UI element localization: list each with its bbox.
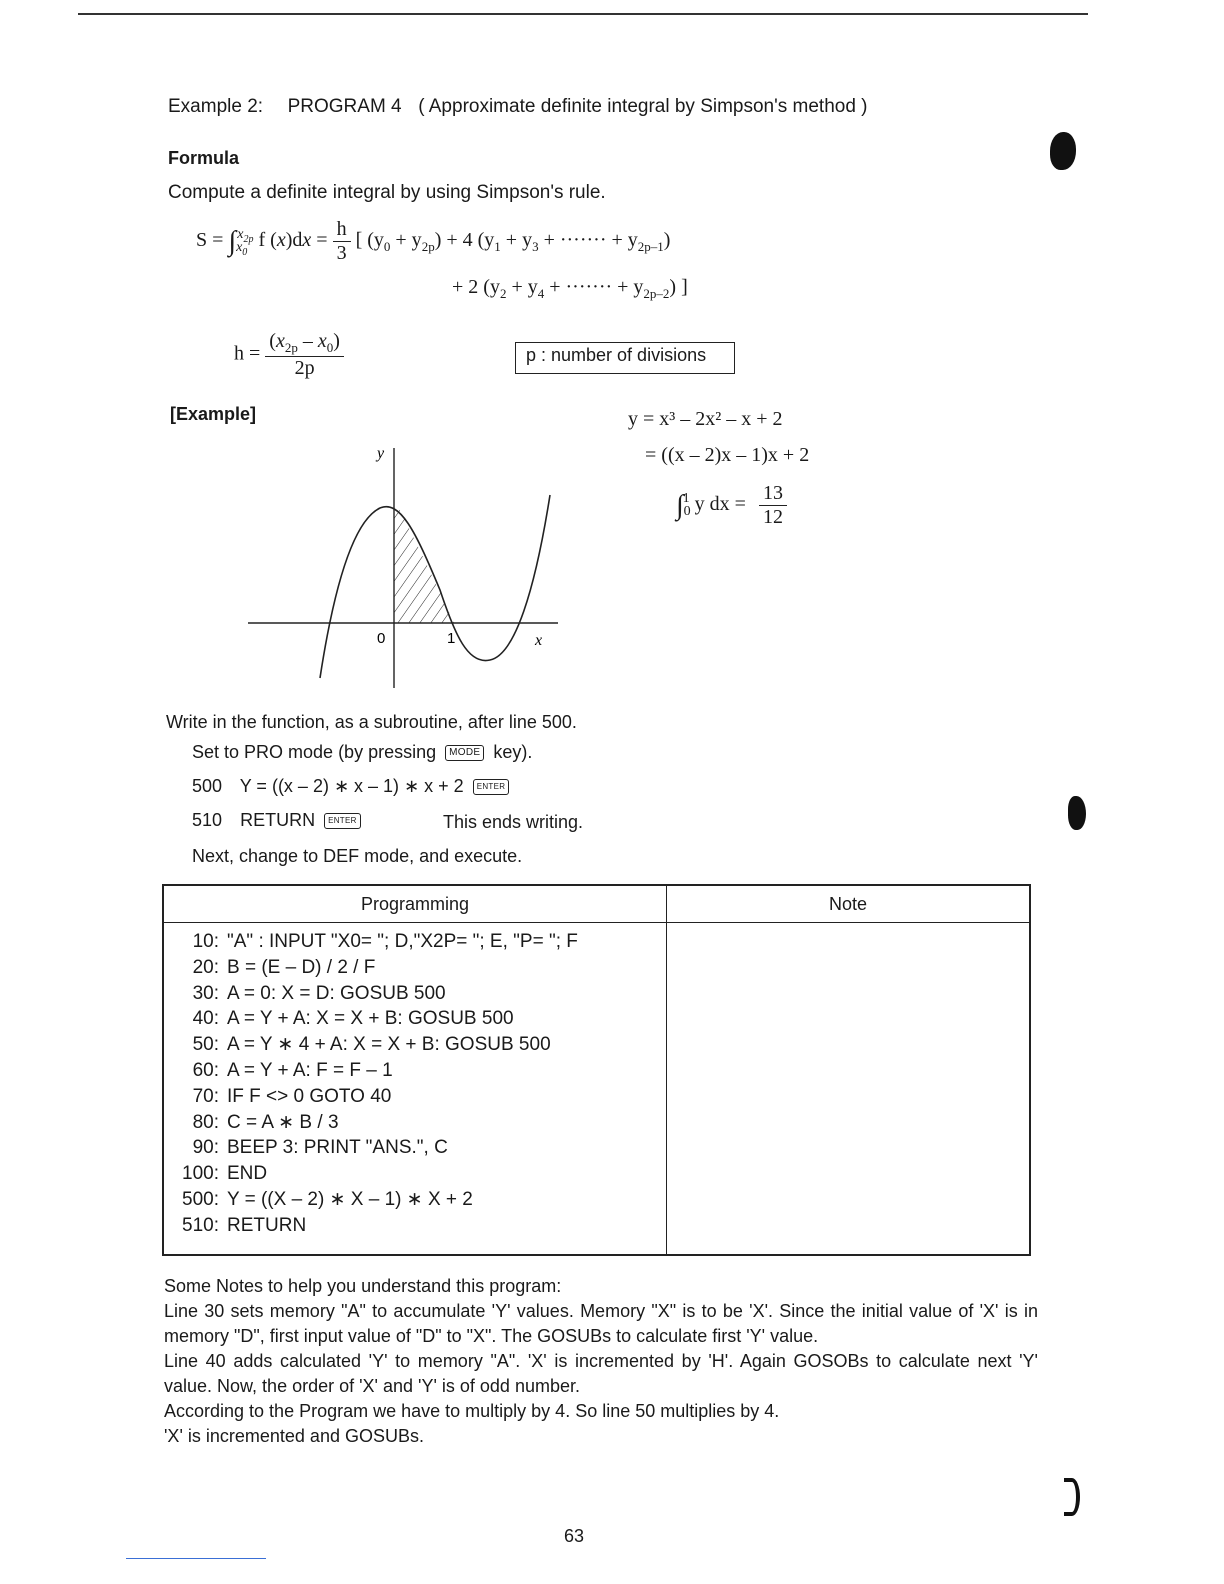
simpson-formula-line2: + 2 ($y_2 + y_4$ + ······· + $y_{2p-2}$) ]: [452, 276, 688, 301]
instruction-line-2-pre: Set to PRO mode (by pressing: [192, 742, 437, 762]
enter-key-icon: ENTER: [473, 779, 510, 795]
instruction-line-2: [192, 742, 532, 764]
bottom-rule: [126, 1558, 266, 1559]
integral-numerator: 13: [759, 482, 787, 506]
program-line: 500: Y = ((X – 2) ∗ X – 1) ∗ X + 2: [182, 1188, 473, 1210]
h-formula: h = $\frac{(x_{2p} - x_0)}{2p}$: [234, 330, 344, 380]
notes-paragraph-2: Line 40 adds calculated 'Y' to memory "A". 'X' is incremented by 'H'. Again GOSOBs to calculate next 'Y' value. Now, the order of 'X' and 'Y' is of odd number.: [164, 1351, 1038, 1396]
origin-label: 0: [377, 630, 386, 647]
instruction-line-5: Next, change to DEF mode, and execute.: [192, 846, 523, 866]
program-line: 80: C = A ∗ B / 3: [192, 1111, 339, 1133]
program-line: 510: RETURN: [182, 1214, 307, 1236]
example-section-label: [Example]: [170, 404, 257, 424]
instruction-line-4: [192, 810, 365, 832]
enter-key-icon: ENTER: [324, 813, 361, 829]
program-line: 90: BEEP 3: PRINT "ANS.", C: [192, 1137, 448, 1159]
notes-intro: Some Notes to help you understand this program:: [164, 1276, 562, 1296]
line-510-note: This ends writing.: [443, 812, 584, 832]
notes-paragraph-3: According to the Program we have to multiply by 4. So line 50 multiplies by 4.: [164, 1401, 780, 1421]
program-table: [162, 884, 1031, 1256]
notes-section: [164, 1274, 1038, 1449]
example-heading: [168, 96, 868, 119]
program-line: 50: A = Y ∗ 4 + A: X = X + B: GOSUB 500: [192, 1034, 551, 1056]
line-500-code: Y = ((x – 2) ∗ x – 1) ∗ x + 2: [239, 776, 464, 796]
binder-hole-mark: [1068, 796, 1086, 830]
page-number: 63: [564, 1526, 585, 1546]
programming-cell: [163, 923, 667, 1256]
divisions-note-box: p : number of divisions: [515, 342, 735, 374]
programming-header: Programming: [163, 885, 667, 923]
example-label: Example 2:: [168, 96, 264, 117]
integral-denominator: 12: [762, 506, 783, 528]
program-line: 100: END: [182, 1163, 268, 1185]
binder-hole-mark: [1064, 1478, 1080, 1516]
tick-1-label: 1: [447, 630, 456, 647]
program-line: 60: A = Y + A: F = F – 1: [192, 1059, 393, 1081]
program-line: 70: IF F <> 0 GOTO 40: [192, 1085, 392, 1107]
program-line: 10: "A" : INPUT "X0= "; D,"X2P= "; E, "P= "; F: [192, 931, 578, 952]
formula-heading: Formula: [168, 148, 240, 168]
instruction-line-3: [192, 776, 513, 798]
program-line: 30: A = 0: X = D: GOSUB 500: [192, 982, 446, 1004]
program-line: 20: B = (E – D) / 2 / F: [192, 956, 376, 978]
notes-paragraph-4: 'X' is incremented and GOSUBs.: [164, 1426, 424, 1446]
instruction-line-2-post: key).: [493, 742, 533, 762]
top-rule: [78, 13, 1088, 15]
program-description: ( Approximate definite integral by Simpson's method ): [418, 96, 868, 117]
line-510-code: RETURN: [240, 810, 316, 830]
notes-paragraph-1: Line 30 sets memory "A" to accumulate 'Y' values. Memory "X" is to be 'X'. Since the initial value of 'X' is in memory "D", first input value of "D" to "X". The GOSUBs to calculate first 'Y' value.: [164, 1301, 1038, 1346]
mode-key-icon: MODE: [445, 745, 484, 761]
formula-description: Compute a definite integral by using Simpson's rule.: [168, 182, 606, 203]
x-axis-label: x: [535, 632, 543, 649]
simpson-formula-line1: $S = \int_{x_0}^{x_{2p}}$ f (x)dx = $\frac{h}{3}$ [ $(y_0 + y_{2p}) + 4$ ($y_1 + y_3$ + ······· + $y_{2p-1}$): [196, 218, 671, 264]
binder-hole-mark: [1050, 132, 1076, 170]
cubic-graph: [240, 440, 570, 690]
cubic-equation: y = x³ – 2x² – x + 2: [628, 408, 783, 430]
line-510-number: 510: [192, 810, 223, 830]
nested-equation: = ((x – 2)x – 1)x + 2: [645, 444, 810, 466]
instruction-line-1: Write in the function, as a subroutine, after line 500.: [166, 712, 577, 732]
note-header: Note: [667, 885, 1031, 923]
program-label: PROGRAM 4: [287, 96, 402, 117]
program-line: 40: A = Y + A: X = X + B: GOSUB 500: [192, 1008, 514, 1030]
note-cell: [667, 923, 1031, 1256]
line-500-number: 500: [192, 776, 223, 796]
y-axis-label: y: [377, 445, 385, 462]
integral-result: $\int_0^1$ y dx = $\frac{13}{12}$: [676, 482, 787, 529]
